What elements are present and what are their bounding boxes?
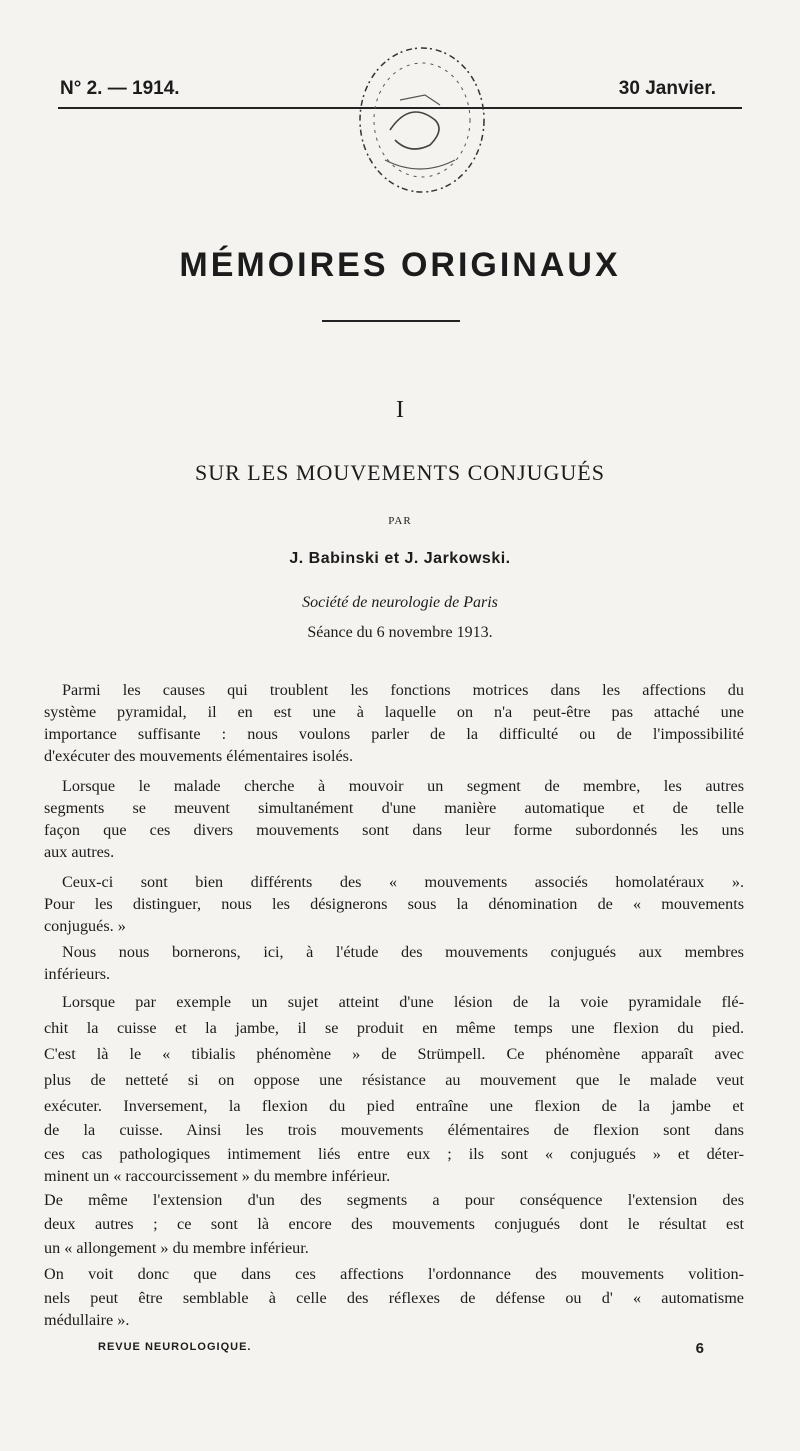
body-line: exécuter. Inversement, la flexion du pied entraîne une flexion de la jambe et — [44, 1097, 744, 1115]
body-line: importance suffisante : nous voulons parler de la difficulté ou de l'impossibilité — [44, 725, 744, 743]
body-line: plus de netteté si on oppose une résistance au mouvement que le malade veut — [44, 1071, 744, 1089]
title-rule — [322, 320, 460, 322]
byline-par: PAR — [388, 515, 412, 527]
article-authors: J. Babinski et J. Jarkowski. — [289, 550, 511, 567]
page-number: 6 — [695, 1340, 704, 1357]
body-line: Ceux-ci sont bien différents des « mouvements associés homolatéraux ». — [62, 873, 744, 891]
body-line: chit la cuisse et la jambe, il se produit en même temps une flexion du pied. — [44, 1019, 744, 1037]
body-line: nels peut être semblable à celle des réflexes de défense ou d' « automatisme — [44, 1289, 744, 1307]
body-line: conjugués. » — [44, 917, 126, 935]
body-line: un « allongement » du membre inférieur. — [44, 1239, 309, 1257]
body-line: C'est là le « tibialis phénomène » de Strümpell. Ce phénomène apparaît avec — [44, 1045, 744, 1063]
issue-number: N° 2. — 1914. — [60, 78, 180, 99]
body-line: Pour les distinguer, nous les désignerons sous la dénomination de « mouvements — [44, 895, 744, 913]
body-line: De même l'extension d'un des segments a pour conséquence l'extension des — [44, 1191, 744, 1209]
body-line: d'exécuter des mouvements élémentaires isolés. — [44, 747, 354, 765]
article-title: SUR LES MOUVEMENTS CONJUGUÉS — [195, 460, 605, 485]
body-line: Lorsque le malade cherche à mouvoir un segment de membre, les autres — [62, 777, 744, 795]
session-date: Séance du 6 novembre 1913. — [307, 624, 493, 641]
body-line: Nous nous bornerons, ici, à l'étude des mouvements conjugués aux membres — [62, 943, 744, 961]
body-line: inférieurs. — [44, 965, 111, 983]
journal-name: REVUE NEUROLOGIQUE. — [98, 1341, 252, 1353]
society-name: Société de neurologie de Paris — [302, 594, 498, 611]
body-line: aux autres. — [44, 843, 115, 861]
body-line: deux autres ; ce sont là encore des mouvements conjugués dont le résultat est — [44, 1215, 744, 1233]
body-line: minent un « raccourcissement » du membre inférieur. — [44, 1167, 391, 1185]
body-line: Parmi les causes qui troublent les fonctions motrices dans les affections du — [62, 681, 744, 699]
body-line: ces cas pathologiques intimement liés entre eux ; ils sont « conjugués » et déter- — [44, 1145, 744, 1163]
body-line: segments se meuvent simultanément d'une manière automatique et de telle — [44, 799, 744, 817]
article-number: I — [396, 397, 404, 423]
body-line: de la cuisse. Ainsi les trois mouvements élémentaires de flexion sont dans — [44, 1121, 744, 1139]
section-title: MÉMOIRES ORIGINAUX — [179, 246, 621, 284]
body-line: système pyramidal, il en est une à laquelle on n'a peut-être pas attaché une — [44, 703, 744, 721]
issue-date: 30 Janvier. — [618, 78, 716, 99]
body-line: médullaire ». — [44, 1311, 130, 1329]
body-line: Lorsque par exemple un sujet atteint d'une lésion de la voie pyramidale flé- — [62, 993, 744, 1011]
body-line: façon que ces divers mouvements sont dans leur forme subordonnés les uns — [44, 821, 744, 839]
body-line: On voit donc que dans ces affections l'ordonnance des mouvements volition- — [44, 1265, 744, 1283]
library-stamp-icon — [350, 10, 490, 200]
